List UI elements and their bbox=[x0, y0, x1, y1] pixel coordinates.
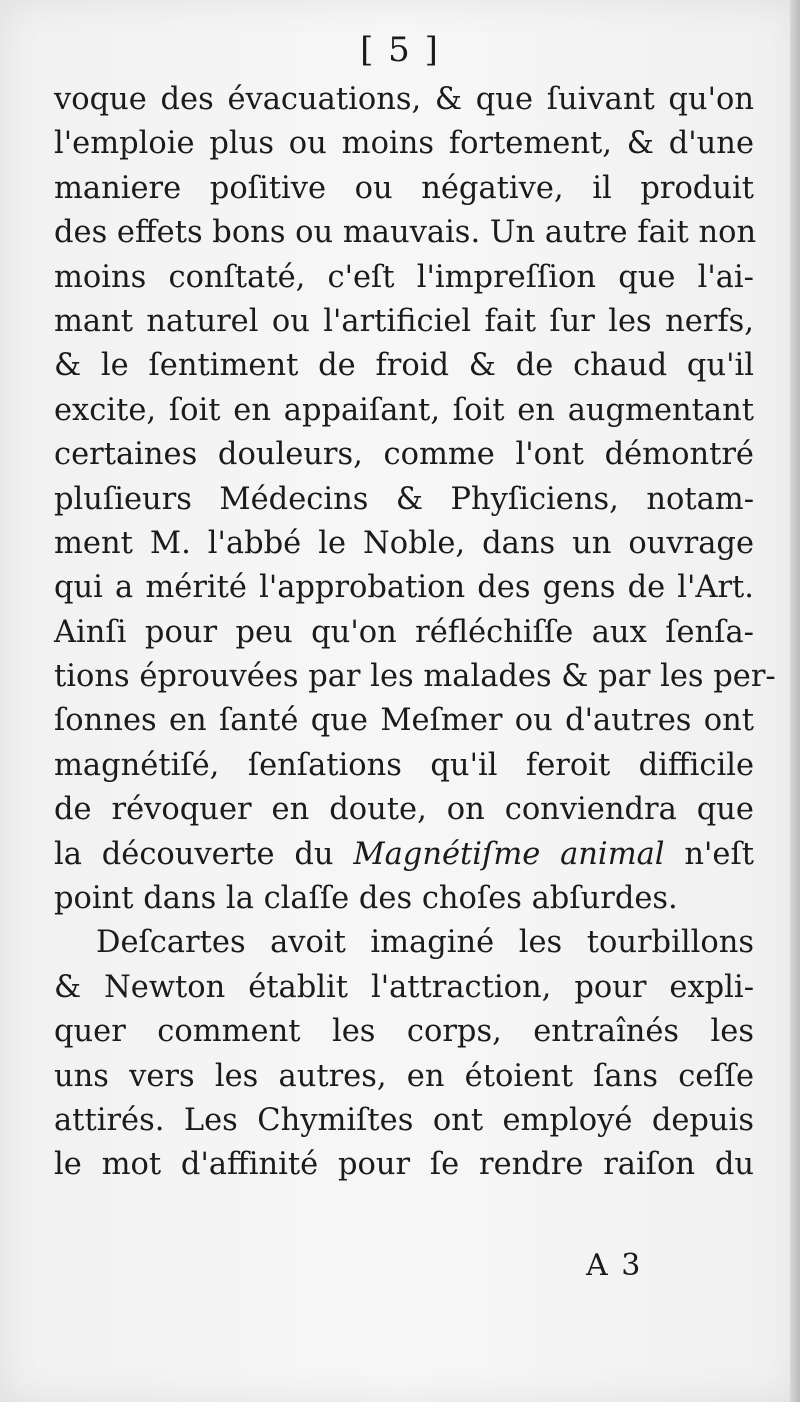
text-line-5: moins conſtaté, c'eſt l'impreſſion que l'ai- bbox=[54, 259, 754, 295]
text-line-4: des effets bons ou mauvais. Un autre fait non bbox=[54, 215, 757, 251]
text-line-19: point dans la claſſe des choſes abſurdes. bbox=[54, 881, 678, 917]
text-line-18 bbox=[54, 833, 754, 877]
emphasis-magnetisme-animal: Magnétiſme animal bbox=[353, 836, 665, 872]
text-line-9: certaines douleurs, comme l'ont démontré bbox=[54, 437, 754, 473]
text-line-10: pluſieurs Médecins & Phyſiciens, notam- bbox=[54, 481, 754, 517]
text-line-14: tions éprouvées par les malades & par les per- bbox=[54, 659, 776, 695]
text-line-25: le mot d'affinité pour ſe rendre raiſon du bbox=[54, 1147, 754, 1183]
text-line-17: de révoquer en doute, on conviendra que bbox=[54, 792, 754, 828]
signature-mark: A 3 bbox=[586, 1248, 643, 1283]
text-line-15: ſonnes en ſanté que Meſmer ou d'autres ont bbox=[54, 703, 754, 739]
text-line-2: l'emploie plus ou moins fortement, & d'une bbox=[54, 126, 754, 162]
text-line-6: mant naturel ou l'artificiel fait ſur les nerfs, bbox=[54, 303, 754, 339]
text-line-24: attirés. Les Chymiſtes ont employé depuis bbox=[54, 1102, 754, 1138]
text-line-20: Deſcartes avoit imaginé les tourbillons bbox=[96, 925, 754, 961]
text-line-21: & Newton établit l'attraction, pour expli- bbox=[54, 969, 754, 1005]
text-line-13: Ainſi pour peu qu'on réfléchiſſe aux ſenſa- bbox=[54, 614, 754, 650]
text-line-12: qui a mérité l'approbation des gens de l'Art. bbox=[54, 570, 754, 606]
text-line-18-start: la découverte du bbox=[54, 836, 354, 872]
page-edge-shadow bbox=[790, 0, 800, 1402]
text-line-8: excite, ſoit en appaiſant, ſoit en augmentant bbox=[54, 392, 754, 428]
text-line-3: maniere poſitive ou négative, il produit bbox=[54, 170, 754, 206]
text-line-16: magnétiſé, ſenſations qu'il feroit difficile bbox=[54, 747, 754, 783]
text-line-11: ment M. l'abbé le Noble, dans un ouvrage bbox=[54, 525, 754, 561]
text-line-1: voque des évacuations, & que ſuivant qu'on bbox=[54, 82, 754, 117]
text-line-22: quer comment les corps, entraînés les bbox=[54, 1014, 754, 1050]
text-line-7: & le ſentiment de froid & de chaud qu'il bbox=[54, 348, 754, 384]
text-line-23: uns vers les autres, en étoient ſans ceſſe bbox=[54, 1058, 754, 1094]
body-text bbox=[54, 78, 776, 1188]
text-line-18-end: n'eſt bbox=[664, 836, 754, 872]
page-number-header: [ 5 ] bbox=[360, 30, 440, 70]
